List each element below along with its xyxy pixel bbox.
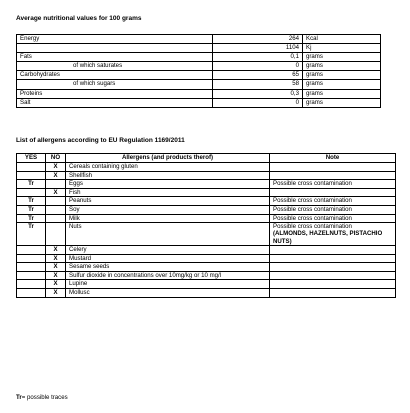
- allergen-note: [270, 197, 396, 206]
- allergen-row: [17, 180, 396, 189]
- allergen-note: [270, 188, 396, 197]
- allergen-no: [46, 180, 66, 189]
- nutrient-value: 65: [213, 71, 303, 80]
- allergen-row: [17, 197, 396, 206]
- allergen-no: [46, 197, 66, 206]
- allergen-note: [270, 254, 396, 263]
- nutrient-name: Energy: [17, 35, 213, 44]
- nutrient-value: 0: [213, 62, 303, 71]
- footer-legend: [16, 394, 68, 401]
- allergen-row: [17, 280, 396, 289]
- allergen-name: Celery: [66, 246, 270, 255]
- allergen-note: [270, 280, 396, 289]
- header-yes: YES: [17, 154, 46, 163]
- nutrition-row: [17, 71, 381, 80]
- allergen-no: X: [46, 280, 66, 289]
- allergen-row: [17, 289, 396, 298]
- nutrition-row: [17, 62, 381, 71]
- allergen-yes: [17, 171, 46, 180]
- nutrient-name: Carbohydrates: [17, 71, 213, 80]
- nutrient-unit: grams: [303, 80, 381, 89]
- allergen-row: [17, 171, 396, 180]
- allergen-yes: Tr: [17, 197, 46, 206]
- footer-key: Tr: [16, 394, 22, 401]
- allergen-no: X: [46, 289, 66, 298]
- allergen-row: [17, 163, 396, 172]
- allergen-yes: Tr: [17, 180, 46, 189]
- allergen-table: [16, 153, 396, 298]
- nutrient-unit: grams: [303, 71, 381, 80]
- header-no: NO: [46, 154, 66, 163]
- allergen-no: X: [46, 246, 66, 255]
- allergen-row: [17, 188, 396, 197]
- allergen-note-detail: (ALMONDS, HAZELNUTS, PISTACHIO NUTS): [273, 230, 383, 245]
- allergen-yes: [17, 163, 46, 172]
- allergen-no: X: [46, 163, 66, 172]
- allergen-note: [270, 180, 396, 189]
- nutrient-name: [17, 44, 213, 53]
- allergen-note: [270, 223, 396, 246]
- allergen-note-text: Possible cross contamination: [273, 214, 352, 222]
- allergen-no: X: [46, 271, 66, 280]
- allergen-note: [270, 271, 396, 280]
- allergen-yes: [17, 188, 46, 197]
- nutrition-row: [17, 53, 381, 62]
- allergen-no: X: [46, 171, 66, 180]
- nutrition-row: [17, 35, 381, 44]
- allergen-name: Mustard: [66, 254, 270, 263]
- allergen-yes: [17, 280, 46, 289]
- allergen-yes: [17, 263, 46, 272]
- allergen-name: Shellfish: [66, 171, 270, 180]
- allergen-note: [270, 246, 396, 255]
- allergen-no: X: [46, 188, 66, 197]
- allergen-name: Eggs: [66, 180, 270, 189]
- allergen-no: X: [46, 254, 66, 263]
- allergen-note-text: Possible cross contamination: [273, 180, 352, 188]
- nutrient-unit: grams: [303, 89, 381, 98]
- allergen-name: Soy: [66, 205, 270, 214]
- nutrient-value: 0: [213, 98, 303, 107]
- allergen-note-text: Possible cross contamination: [273, 205, 352, 213]
- nutrient-value: 264: [213, 35, 303, 44]
- allergen-yes: [17, 289, 46, 298]
- allergen-row: [17, 205, 396, 214]
- allergen-name: Nuts: [66, 223, 270, 246]
- allergen-no: [46, 214, 66, 223]
- allergen-yes: Tr: [17, 205, 46, 214]
- nutrient-name: of which saturates: [17, 62, 213, 71]
- allergen-yes: Tr: [17, 223, 46, 246]
- allergen-name: Cereals containing gluten: [66, 163, 270, 172]
- nutrient-unit: grams: [303, 62, 381, 71]
- nutrient-name: Fats: [17, 53, 213, 62]
- allergen-note-text: Possible cross contamination: [273, 197, 352, 205]
- nutrition-row: [17, 80, 381, 89]
- allergen-row: [17, 254, 396, 263]
- allergen-header-row: [17, 154, 396, 163]
- nutrient-name: of which sugars: [17, 80, 213, 89]
- allergen-name: Milk: [66, 214, 270, 223]
- allergen-yes: [17, 254, 46, 263]
- allergen-name: Peanuts: [66, 197, 270, 206]
- allergen-name: Sesame seeds: [66, 263, 270, 272]
- allergen-note: [270, 289, 396, 298]
- allergens-title: List of allergens according to EU Regulation 1169/2011: [16, 137, 185, 144]
- nutrition-title: Average nutritional values for 100 grams: [16, 15, 142, 22]
- allergen-name: Sulfur dioxide in concentrations over 10mg/kg or 10 mg/l: [66, 271, 270, 280]
- allergen-no: [46, 223, 66, 246]
- allergen-note-text: Possible cross contamination: [273, 223, 352, 231]
- header-note: Note: [270, 154, 396, 163]
- allergen-row: [17, 223, 396, 246]
- allergen-note: [270, 263, 396, 272]
- header-allergen: Allergens (and products therof): [66, 154, 270, 163]
- nutrition-row: [17, 98, 381, 107]
- nutrient-value: 1104: [213, 44, 303, 53]
- allergen-yes: [17, 271, 46, 280]
- nutrient-unit: grams: [303, 98, 381, 107]
- allergen-row: [17, 271, 396, 280]
- allergen-note: [270, 205, 396, 214]
- nutrient-value: 0,1: [213, 53, 303, 62]
- allergen-note: [270, 171, 396, 180]
- nutrient-value: 58: [213, 80, 303, 89]
- allergen-name: Lupine: [66, 280, 270, 289]
- nutrition-row: [17, 44, 381, 53]
- allergen-note: [270, 214, 396, 223]
- allergen-yes: Tr: [17, 214, 46, 223]
- allergen-name: Mollusc: [66, 289, 270, 298]
- allergen-no: [46, 205, 66, 214]
- allergen-row: [17, 263, 396, 272]
- allergen-row: [17, 214, 396, 223]
- allergen-name: Fish: [66, 188, 270, 197]
- nutrition-table: [16, 34, 381, 108]
- nutrient-name: Salt: [17, 98, 213, 107]
- allergen-row: [17, 246, 396, 255]
- nutrition-row: [17, 89, 381, 98]
- allergen-no: X: [46, 263, 66, 272]
- nutrient-name: Proteins: [17, 89, 213, 98]
- nutrient-unit: Kj: [303, 44, 381, 53]
- nutrient-value: 0,3: [213, 89, 303, 98]
- allergen-yes: [17, 246, 46, 255]
- allergen-note: [270, 163, 396, 172]
- nutrient-unit: grams: [303, 53, 381, 62]
- nutrient-unit: Kcal: [303, 35, 381, 44]
- footer-text: = possible traces: [21, 394, 68, 401]
